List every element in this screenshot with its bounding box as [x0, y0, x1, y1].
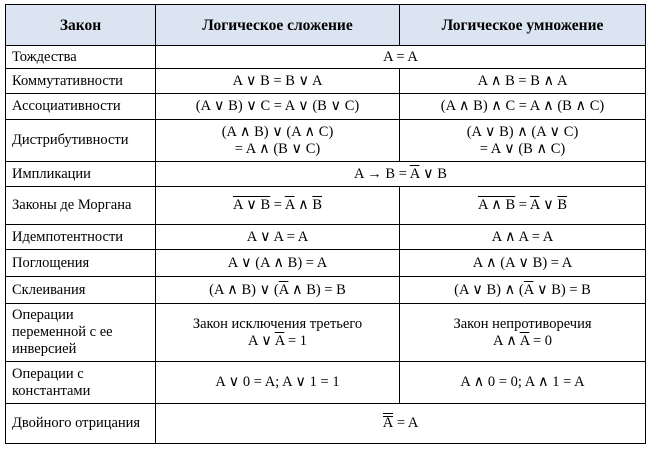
header-logical-or: Логическое сложение — [156, 5, 400, 46]
row-inversion — [6, 304, 646, 362]
row-gluing — [6, 277, 646, 304]
negated-term: $\overline{B}$ — [312, 197, 323, 213]
row-commutative — [6, 69, 646, 94]
formula-implication — [156, 162, 646, 187]
law-name: Законы де Моргана — [6, 187, 156, 225]
row-de-morgan — [6, 187, 646, 225]
header-row — [6, 5, 646, 46]
law-name: Склеивания — [6, 277, 156, 304]
formula-and — [400, 304, 646, 362]
formula-part: = 0 — [529, 332, 553, 349]
formula-or: (A ∨ B) ∨ C = A ∨ (B ∨ C) — [156, 94, 400, 120]
law-subtitle: Закон непротиворечия — [453, 315, 592, 332]
negated-term: $\overline{A}$ — [519, 332, 530, 349]
formula-or: A ∨ B = B ∨ A — [156, 69, 400, 94]
header-law: Закон — [6, 5, 156, 46]
formula-or: A ∨ 0 = A; A ∨ 1 = 1 — [156, 362, 400, 404]
row-double-negation — [6, 404, 646, 444]
formula-part: ∧ B) = B — [288, 281, 346, 298]
formula-part: = — [270, 197, 285, 213]
negated-term: $\overline{A}$ — [274, 332, 285, 349]
formula-part: ∨ — [539, 197, 558, 213]
negated-term: $\overline{A}$ — [529, 197, 540, 213]
formula-and — [400, 187, 646, 225]
formula-and — [400, 120, 646, 162]
row-distributive — [6, 120, 646, 162]
formula-and — [400, 277, 646, 304]
law-name: Тождества — [6, 46, 156, 69]
negated-term: A ∧ B — [477, 197, 516, 213]
formula-and: (A ∧ B) ∧ C = A ∧ (B ∧ C) — [400, 94, 646, 120]
formula-identity: A = A — [156, 46, 646, 69]
law-subtitle: Закон исключения третьего — [192, 315, 363, 332]
formula-line: = A ∧ (B ∨ C) — [234, 140, 321, 157]
formula-part: (A ∧ B) ∨ ( — [209, 281, 279, 298]
row-associative — [6, 94, 646, 120]
logic-laws-table — [5, 4, 646, 444]
laws-table-container — [5, 4, 646, 444]
formula-part: ∨ B) = B — [533, 281, 591, 298]
formula-double-negation — [156, 404, 646, 444]
law-name: Двойного отрицания — [6, 404, 156, 444]
formula-and: A ∧ B = B ∧ A — [400, 69, 646, 94]
formula-line — [406, 333, 639, 350]
formula-or: A ∨ A = A — [156, 225, 400, 250]
formula-and: A ∧ 0 = 0; A ∧ 1 = A — [400, 362, 646, 404]
law-name: Коммутативности — [6, 69, 156, 94]
formula-part: ∨ B — [419, 165, 447, 182]
formula-line: (A ∧ B) ∨ (A ∧ C) — [221, 123, 334, 140]
negated-term: $\overline{A}$ — [278, 281, 289, 298]
formula-line — [162, 333, 393, 350]
double-negated-term: A — [382, 415, 394, 431]
formula-line: = A ∨ (B ∧ C) — [479, 140, 566, 157]
formula-part: A ∧ — [492, 332, 520, 349]
formula-part: (A ∨ B) ∧ ( — [454, 281, 524, 298]
formula-or — [156, 304, 400, 362]
formula-or — [156, 120, 400, 162]
law-name: Ассоциативности — [6, 94, 156, 120]
negated-term: $\overline{A}$ — [409, 165, 420, 182]
header-logical-and: Логическое умножение — [400, 5, 646, 46]
negated-term: $\overline{A}$ — [523, 281, 534, 298]
row-idempotent — [6, 225, 646, 250]
law-name: Дистрибутивности — [6, 120, 156, 162]
formula-part: = — [515, 197, 530, 213]
formula-and: A ∧ A = A — [400, 225, 646, 250]
formula-or — [156, 277, 400, 304]
formula-or: A ∨ (A ∧ B) = A — [156, 250, 400, 277]
law-name: Идемпотентности — [6, 225, 156, 250]
formula-line: (A ∨ B) ∧ (A ∨ C) — [466, 123, 579, 140]
law-name: Операции с константами — [6, 362, 156, 404]
formula-or — [156, 187, 400, 225]
row-identity — [6, 46, 646, 69]
formula-part: = A — [393, 415, 419, 431]
negated-term: $\overline{B}$ — [557, 197, 568, 213]
row-implication — [6, 162, 646, 187]
formula-part: ∧ — [294, 197, 313, 213]
law-name: Поглощения — [6, 250, 156, 277]
negated-term: $\overline{A}$ — [284, 197, 295, 213]
negated-term: A ∨ B — [232, 197, 271, 213]
law-name: Импликации — [6, 162, 156, 187]
formula-part: A → B = — [354, 165, 410, 182]
row-constants — [6, 362, 646, 404]
row-absorption — [6, 250, 646, 277]
formula-part: A ∨ — [247, 332, 275, 349]
formula-part: = 1 — [284, 332, 308, 349]
formula-and: A ∧ (A ∨ B) = A — [400, 250, 646, 277]
law-name: Операции переменной с ее инверсией — [6, 304, 156, 362]
